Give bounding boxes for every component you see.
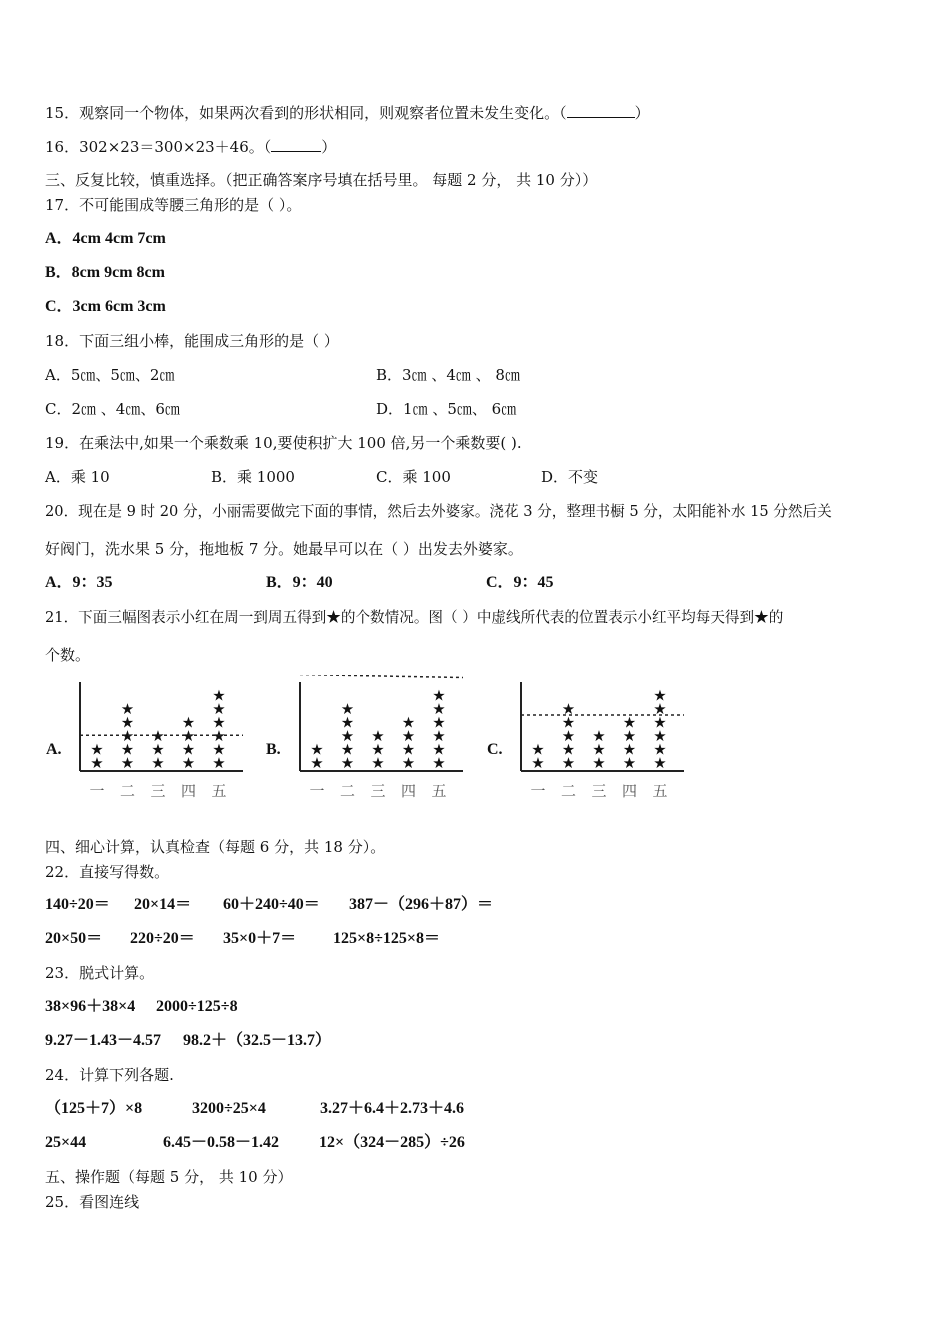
star-mark: ★ — [181, 754, 196, 772]
option-a: A．4cm 4cm 7cm — [45, 230, 166, 247]
star-mark: ★ — [561, 727, 576, 745]
star-mark: ★ — [151, 754, 165, 772]
weekday-label: 五 — [211, 782, 227, 800]
star-mark: ★ — [340, 727, 355, 745]
section-4-heading: 四、细心计算，认真检查（每题 6 分，共 18 分）。 — [45, 838, 386, 856]
star-mark: ★ — [340, 740, 355, 759]
question-20-line2: 好阀门，洗水果 5 分，拖地板 7 分。她最早可以在（ ）出发去外婆家。 — [45, 540, 523, 558]
star-mark: ★ — [120, 700, 135, 718]
weekday-label: 一 — [89, 782, 105, 800]
option-b: B．8cm 9cm 8cm — [45, 264, 165, 281]
calc-item: 2000÷125÷8 — [156, 998, 238, 1015]
star-mark: ★ — [432, 754, 446, 772]
calc-item: 38×96＋38×4 — [45, 998, 136, 1015]
question-16-text: 16．302×23＝300×23＋46。（ — [45, 138, 272, 156]
star-mark: ★ — [653, 740, 667, 759]
calc-item: 25×44 — [45, 1134, 87, 1151]
chart-c-label: C. — [487, 741, 503, 758]
star-mark: ★ — [212, 686, 226, 705]
star-mark: ★ — [653, 727, 667, 745]
calc-item: 9.27－1.43－4.57 — [45, 1032, 162, 1049]
calc-item: 20×14＝ — [134, 896, 192, 913]
calc-item: 387－（296＋87）＝ — [349, 896, 494, 913]
star-mark: ★ — [212, 740, 226, 759]
star-mark: ★ — [432, 713, 446, 732]
weekday-label: 四 — [180, 782, 197, 800]
chart-a-label: A. — [46, 741, 62, 758]
question-25: 25．看图连线 — [45, 1193, 140, 1211]
star-mark: ★ — [151, 727, 165, 745]
calc-item: 220÷20＝ — [130, 930, 195, 947]
question-22: 22．直接写得数。 — [45, 863, 170, 881]
calc-item: 3200÷25×4 — [192, 1100, 266, 1117]
question-15 — [45, 103, 650, 122]
question-17: 17．不可能围成等腰三角形的是（ ）。 — [45, 196, 302, 214]
calc-item: 125×8÷125×8＝ — [333, 930, 441, 947]
answer-blank[interactable] — [567, 103, 635, 118]
star-mark: ★ — [561, 740, 576, 759]
star-mark: ★ — [432, 686, 446, 705]
star-mark: ★ — [622, 740, 637, 759]
star-mark: ★ — [90, 754, 104, 772]
option-a: A．乘 10 — [45, 468, 110, 486]
star-mark: ★ — [401, 727, 416, 745]
average-dashed-line — [300, 675, 463, 678]
star-mark: ★ — [120, 740, 135, 759]
calc-item: 98.2＋（32.5－13.7） — [183, 1032, 332, 1049]
question-18: 18．下面三组小棒，能围成三角形的是（ ） — [45, 332, 339, 350]
star-chart-c — [516, 675, 691, 805]
star-mark: ★ — [151, 740, 165, 759]
calc-item: 3.27＋6.4＋2.73＋4.6 — [320, 1100, 465, 1117]
star-mark: ★ — [120, 713, 135, 732]
question-24: 24．计算下列各题. — [45, 1066, 174, 1084]
weekday-label: 二 — [119, 782, 136, 800]
option-d: D．不变 — [541, 468, 599, 486]
weekday-label: 二 — [560, 782, 577, 800]
star-mark: ★ — [120, 727, 135, 745]
option-c: C．3cm 6cm 3cm — [45, 298, 166, 315]
star-mark: ★ — [401, 740, 416, 759]
section-5-heading: 五、操作题（每题 5 分， 共 10 分） — [45, 1168, 293, 1186]
star-mark: ★ — [592, 727, 606, 745]
section-3-heading: 三、反复比较，慎重选择。（把正确答案序号填在括号里。 每题 2 分， 共 10 分）） — [45, 171, 598, 189]
paren-close: ） — [634, 104, 650, 122]
star-mark: ★ — [310, 754, 324, 772]
star-chart-b — [295, 675, 470, 805]
star-mark: ★ — [592, 740, 606, 759]
calc-item: 20×50＝ — [45, 930, 103, 947]
option-a: A．5㎝、5㎝、2㎝ — [45, 366, 175, 384]
weekday-label: 三 — [591, 782, 607, 800]
star-mark: ★ — [340, 754, 355, 772]
weekday-label: 三 — [370, 782, 386, 800]
calc-item: 60＋240÷40＝ — [223, 896, 320, 913]
star-mark: ★ — [310, 740, 324, 759]
option-a: A．9：35 — [45, 574, 113, 591]
star-mark: ★ — [120, 754, 135, 772]
star-mark: ★ — [653, 713, 667, 732]
calc-item: 6.45－0.58－1.42 — [163, 1134, 280, 1151]
question-20-line1: 20．现在是 9 时 20 分，小丽需要做完下面的事情，然后去外婆家。浇花 3 分，整理书橱 5 分，太阳能补水 15 分然后关 — [45, 503, 832, 520]
option-d: D．1㎝ 、5㎝、 6㎝ — [376, 400, 517, 418]
star-mark: ★ — [561, 700, 576, 718]
chart-b-label: B. — [266, 741, 281, 758]
star-mark: ★ — [181, 727, 196, 745]
question-21-line1: 21．下面三幅图表示小红在周一到周五得到★的个数情况。图（ ）中虚线所代表的位置表示小红平均每天得到★的 — [45, 609, 784, 626]
star-mark: ★ — [622, 713, 637, 732]
star-mark: ★ — [401, 713, 416, 732]
option-c: C．乘 100 — [376, 468, 451, 486]
paren-close: ） — [321, 138, 337, 156]
star-mark: ★ — [371, 740, 385, 759]
question-23: 23．脱式计算。 — [45, 964, 155, 982]
weekday-label: 一 — [530, 782, 546, 800]
star-mark: ★ — [653, 686, 667, 705]
star-mark: ★ — [212, 727, 226, 745]
star-mark: ★ — [340, 700, 355, 718]
answer-blank[interactable] — [271, 137, 321, 152]
star-mark: ★ — [592, 754, 606, 772]
weekday-label: 五 — [652, 782, 668, 800]
calc-item: 35×0＋7＝ — [223, 930, 297, 947]
weekday-label: 五 — [431, 782, 447, 800]
star-mark: ★ — [653, 700, 667, 718]
star-mark: ★ — [181, 713, 196, 732]
star-mark: ★ — [622, 754, 637, 772]
star-mark: ★ — [212, 713, 226, 732]
star-mark: ★ — [340, 713, 355, 732]
star-chart-a — [75, 675, 250, 805]
star-mark: ★ — [432, 727, 446, 745]
option-c: C．2㎝ 、4㎝、6㎝ — [45, 400, 180, 418]
star-mark: ★ — [90, 740, 104, 759]
star-mark: ★ — [653, 754, 667, 772]
star-mark: ★ — [531, 754, 545, 772]
weekday-label: 四 — [400, 782, 417, 800]
star-mark: ★ — [432, 700, 446, 718]
question-16 — [45, 137, 336, 156]
question-21-line2: 个数。 — [45, 646, 91, 664]
star-mark: ★ — [212, 700, 226, 718]
star-mark: ★ — [212, 754, 226, 772]
weekday-label: 四 — [621, 782, 638, 800]
star-mark: ★ — [181, 740, 196, 759]
option-b: B．3㎝ 、4㎝ 、 8㎝ — [376, 366, 520, 384]
question-19: 19．在乘法中,如果一个乘数乘 10,要使积扩大 100 倍,另一个乘数要( ). — [45, 434, 522, 452]
weekday-label: 三 — [150, 782, 166, 800]
weekday-label: 二 — [339, 782, 356, 800]
star-mark: ★ — [401, 754, 416, 772]
option-b: B．乘 1000 — [211, 468, 295, 486]
star-mark: ★ — [622, 727, 637, 745]
star-mark: ★ — [371, 727, 385, 745]
calc-item: 12×（324－285）÷26 — [319, 1134, 465, 1151]
star-mark: ★ — [561, 713, 576, 732]
option-b: B．9：40 — [266, 574, 333, 591]
star-mark: ★ — [432, 740, 446, 759]
calc-item: 140÷20＝ — [45, 896, 110, 913]
question-15-text: 15．观察同一个物体，如果两次看到的形状相同，则观察者位置未发生变化。（ — [45, 104, 567, 122]
star-mark: ★ — [531, 740, 545, 759]
calc-item: （125＋7）×8 — [45, 1100, 143, 1117]
weekday-label: 一 — [309, 782, 325, 800]
star-mark: ★ — [561, 754, 576, 772]
star-mark: ★ — [371, 754, 385, 772]
option-c: C．9：45 — [486, 574, 554, 591]
